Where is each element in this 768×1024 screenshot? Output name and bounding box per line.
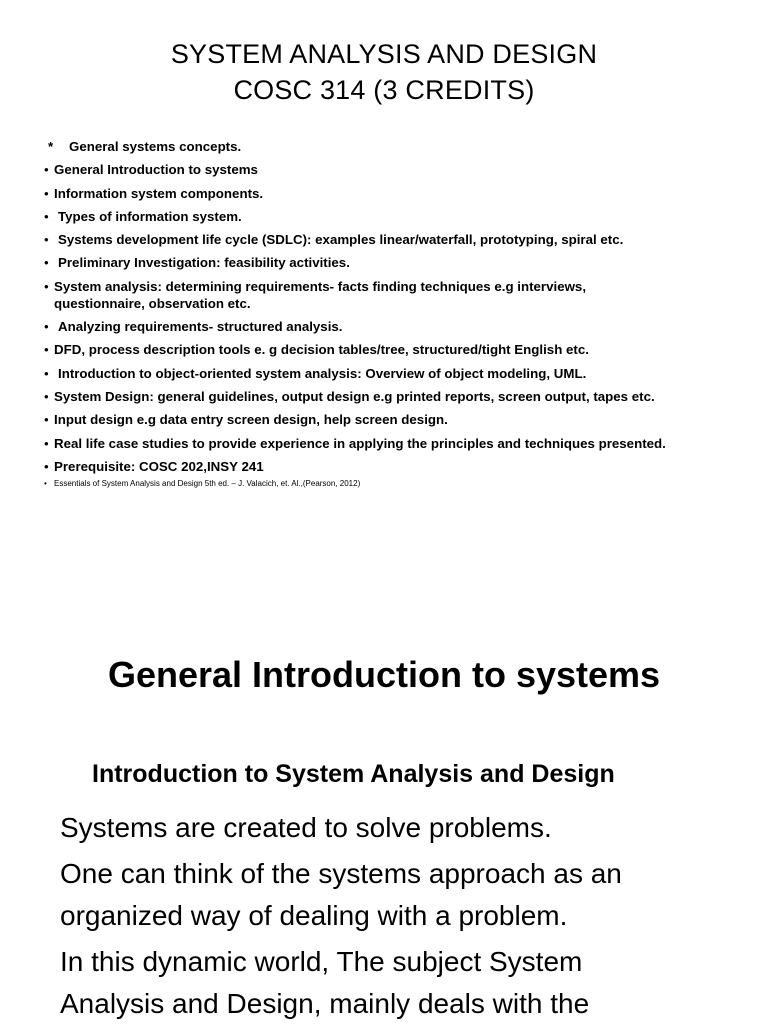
slide-title-line-1: SYSTEM ANALYSIS AND DESIGN [170,39,598,69]
bullet-icon: • [44,185,49,201]
list-item: • General Introduction to systems [44,162,258,178]
reference-item: • Essentials of System Analysis and Design 5th ed. – J. Valacich, et. Al.,(Pearson, 2012) [44,479,361,489]
bullet-icon: • [44,365,49,381]
list-item: • DFD, process description tools e. g decision tables/tree, structured/tight English etc. [44,342,589,358]
body-paragraph: Systems are created to solve problems. [60,812,552,843]
list-item: • Introduction to object-oriented system analysis: Overview of object modeling, UML. [44,365,587,381]
list-item: • Types of information system. [44,208,242,224]
bullet-icon: • [44,232,49,248]
list-item-continuation: questionnaire, observation etc. [54,295,251,311]
list-item: • Preliminary Investigation: feasibility activities. [44,255,350,271]
bullet-icon: • [44,388,49,404]
slide-general-introduction [0,600,768,1024]
bullet-icon: • [44,278,49,294]
list-item: • Real life case studies to provide experience in applying the principles and techniques presented. [44,435,666,451]
topic-list [44,138,744,495]
list-item: • Prerequisite: COSC 202,INSY 241 [44,458,264,474]
slide-body [60,807,740,1024]
list-item: • System analysis: determining requirements- facts finding techniques e.g interviews, questionnaire, observation etc. [44,278,744,312]
bullet-icon: • [44,255,49,271]
star-bullet-icon: * [48,139,54,154]
body-paragraph: In this dynamic world, The subject System Analysis and Design, mainly deals with the [60,946,590,1019]
bullet-icon: • [44,319,49,335]
slide-title [0,36,768,108]
slide-title-line-2: COSC 314 (3 CREDITS) [233,75,535,105]
slide-title: General Introduction to systems [107,654,661,695]
list-item: • Analyzing requirements- structured analysis. [44,319,343,335]
bullet-icon: • [44,479,47,489]
bullet-icon: • [44,162,49,178]
bullet-icon: • [44,208,49,224]
list-item: • Systems development life cycle (SDLC): examples linear/waterfall, prototyping, spiral etc. [44,232,624,248]
list-item: • Input design e.g data entry screen design, help screen design. [44,412,448,428]
list-item: • Information system components. [44,185,264,201]
bullet-icon: • [44,458,49,474]
bullet-icon: • [44,435,49,451]
list-item: * General systems concepts. [48,139,242,154]
bullet-icon: • [44,412,49,428]
list-item: • System Design: general guidelines, output design e.g printed reports, screen output, tapes etc. [44,388,655,404]
bullet-icon: • [44,342,49,358]
slide-subtitle: Introduction to System Analysis and Design [92,760,615,788]
body-paragraph: One can think of the systems approach as an organized way of dealing with a problem. [60,858,622,931]
